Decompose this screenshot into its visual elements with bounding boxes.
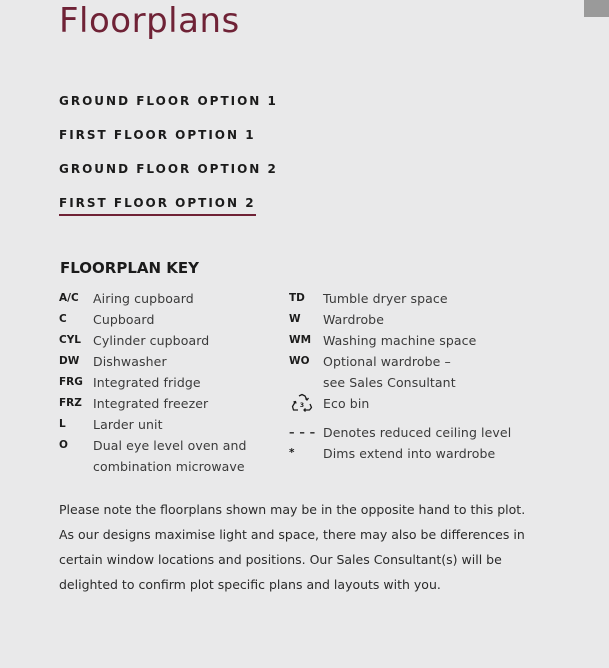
key-row: [59, 372, 289, 393]
key-row: [59, 309, 289, 330]
key-description: Wardrobe: [323, 312, 385, 327]
key-code: DW: [59, 355, 80, 367]
key-code: TD: [289, 292, 305, 304]
key-row: [289, 330, 549, 351]
key-row: [289, 351, 549, 372]
svg-text:3: 3: [299, 402, 305, 409]
key-description: Airing cupboard: [93, 291, 194, 306]
dashed-line-icon: – – –: [289, 426, 316, 439]
scroll-tab[interactable]: [584, 0, 609, 17]
key-description: Tumble dryer space: [323, 291, 448, 306]
key-description: Integrated freezer: [93, 396, 209, 411]
key-description: combination microwave: [93, 459, 245, 474]
key-code: C: [59, 313, 67, 325]
key-row: [59, 330, 289, 351]
floorplan-nav: [59, 90, 278, 226]
floorplan-key-heading: FLOORPLAN KEY: [60, 259, 199, 277]
recycle-icon: [289, 393, 315, 414]
key-description: Dual eye level oven and: [93, 438, 247, 453]
key-description: Optional wardrobe –: [323, 354, 451, 369]
key-row: [289, 372, 549, 393]
key-row: [59, 393, 289, 414]
key-description: Washing machine space: [323, 333, 477, 348]
key-description: Larder unit: [93, 417, 163, 432]
key-description: Eco bin: [323, 396, 370, 411]
asterisk-icon: *: [289, 447, 295, 459]
key-column-right: [289, 288, 549, 464]
floorplan-disclaimer: Please note the floorplans shown may be in the opposite hand to this plot. As our designs maximise light and space, there may also be differences in certain window locations and positions. Our Sales Consultant(s) will be delighted to confirm plot specific plans and layouts with you.: [59, 502, 526, 592]
key-row: [59, 288, 289, 309]
key-row: [289, 443, 549, 464]
key-code: FRG: [59, 376, 83, 388]
key-row: [59, 435, 289, 456]
key-code: W: [289, 313, 301, 325]
page-title: Floorplans: [59, 1, 240, 41]
key-row: [59, 414, 289, 435]
key-code: WO: [289, 355, 310, 367]
key-code: O: [59, 439, 68, 451]
nav-item-ground-floor-option-2: [59, 158, 278, 192]
key-row: [289, 393, 549, 422]
key-description: Integrated fridge: [93, 375, 201, 390]
key-column-left: [59, 288, 289, 477]
key-description: Denotes reduced ceiling level: [323, 425, 512, 440]
nav-item-first-floor-option-2: [59, 192, 278, 226]
key-description: Dims extend into wardrobe: [323, 446, 496, 461]
key-code: FRZ: [59, 397, 82, 409]
key-row: [289, 309, 549, 330]
key-row: [59, 351, 289, 372]
key-description: Dishwasher: [93, 354, 167, 369]
ground-floor-option-1-link[interactable]: GROUND FLOOR OPTION 1: [59, 94, 278, 108]
key-row: [289, 422, 549, 443]
key-row: [289, 288, 549, 309]
key-description: Cupboard: [93, 312, 155, 327]
first-floor-option-2-link[interactable]: FIRST FLOOR OPTION 2: [59, 194, 256, 216]
key-code: CYL: [59, 334, 81, 346]
key-code: WM: [289, 334, 312, 346]
key-code: L: [59, 418, 66, 430]
ground-floor-option-2-link[interactable]: GROUND FLOOR OPTION 2: [59, 162, 278, 176]
nav-item-first-floor-option-1: [59, 124, 278, 158]
key-code: A/C: [59, 292, 79, 304]
key-row: [59, 456, 289, 477]
nav-item-ground-floor-option-1: [59, 90, 278, 124]
key-description: see Sales Consultant: [323, 375, 456, 390]
key-code: [289, 393, 323, 422]
key-description: Cylinder cupboard: [93, 333, 210, 348]
first-floor-option-1-link[interactable]: FIRST FLOOR OPTION 1: [59, 128, 256, 142]
